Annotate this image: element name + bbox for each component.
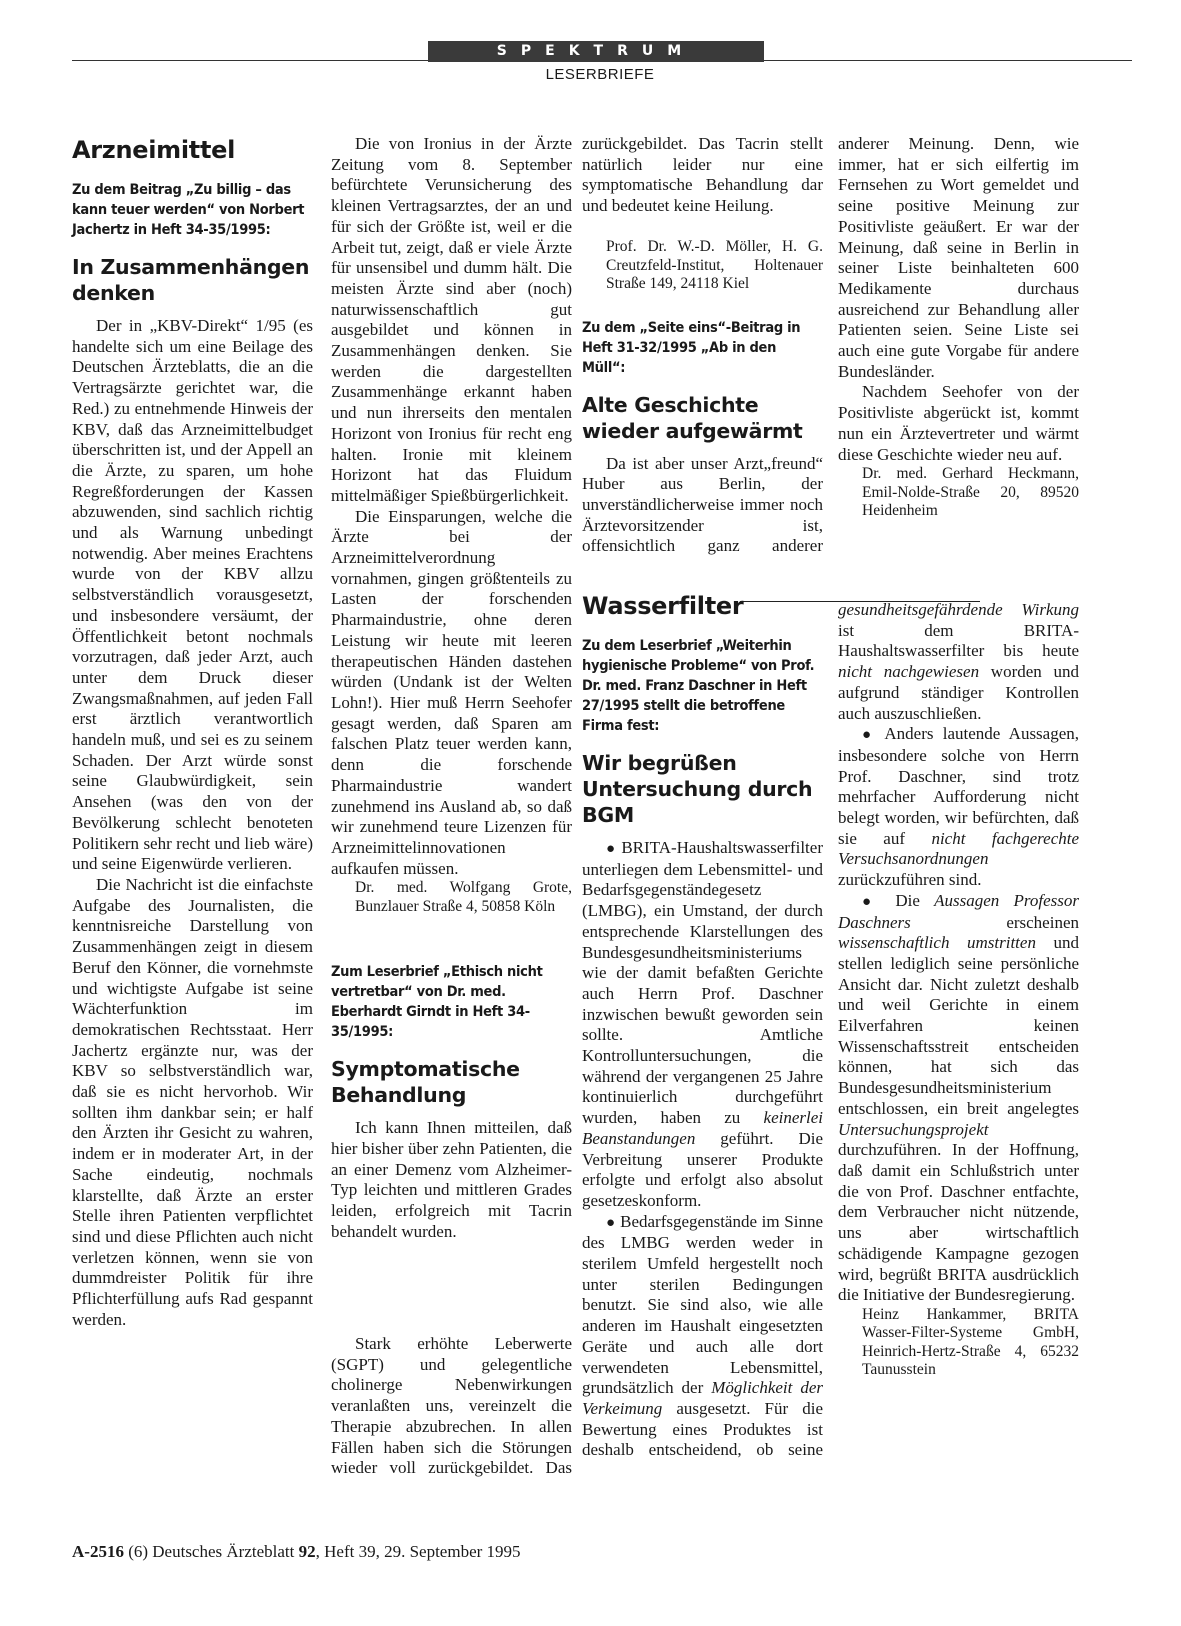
bullet-paragraph: ● BRITA-Haushaltswasserfilter unterliegen dem Lebensmittel- und Bedarfsgegenständegesetz (LMBG), ein Umstand, der durch entsprechende Klarstellungen des Bundesgesundheitsministeriums wie der damit befaßten Gerichte auch Herrn Prof. Daschner inzwischen bewußt geworden sein sollte. Amtliche Kontrolluntersuchungen, die während der vergangenen 25 Jahre kontinuierlich durchgeführt wurden, haben zu keinerlei Beanstandungen geführt. Die Verbreitung unserer Produkte erfolgte und erfolgt also absolut gesetzeskonform. xyxy=(582,838,823,1210)
journal-info: (6) Deutsches Ärzteblatt xyxy=(128,1542,299,1561)
letter-headline: In Zusammenhängen denken xyxy=(72,255,310,305)
letter-paragraph: Die von Ironius in der Ärzte Zeitung vom 8. September befürchtete Verunsicherung des kleinen Vertragsarztes, der an und für sich der Größte ist, weil er die Arbeit tut, zeigt, daß er viele Ärzte für unsensibel und dumm hält. Die meisten Ärzte sind aber (noch) naturwissenschaftlich gut ausgebildet und können in Zusammenhängen denken. Sie werden die dargestellten Zusammenhänge erkannt haben und nun ihrerseits den mentalen Horizont von Ironius für recht eng halten. Ironie mit kleinem Horizont hat das Fluidum mittelmäßiger Spießbürgerlichkeit. xyxy=(331,134,572,505)
letter-reference: Zum Leserbrief „Ethisch nicht vertretbar“ von Dr. med. Eberhardt Girndt in Heft 34-35/1995: xyxy=(331,964,543,1041)
column-3-top xyxy=(582,134,823,558)
bullet-icon: ● xyxy=(862,893,882,910)
letter-paragraph-continued: zurückgebildet. Das Tacrin stellt natürlich leider nur eine symptomatische Behandlung dar und bedeutet keine Heilung. xyxy=(582,134,823,216)
letter-signature: Dr. med. Gerhard Heckmann, Emil-Nolde-Straße 20, 89520 Heidenheim xyxy=(862,465,1079,520)
letter-reference: Zu dem „Seite eins“-Beitrag in Heft 31-32/1995 „Ab in den Müll“: xyxy=(582,319,801,376)
letter-paragraph: Die Nachricht ist die einfachste Aufgabe des Journalisten, die kenntnisreiche Darstellung von Zusammenhängen zeigt in diesem Beruf den Könner, die vornehmste und wichtigste Aufgabe ist seine Wächterfunktion im demokratischen Rechtsstaat. Herr Jachertz ergänzte nur, was der KBV so selbstverständlich war, daß sie es nicht hervorhob. Wir sollten ihm dankbar sein; er half den Ärzten ihr Gesicht zu wahren, indem er in moderater Art, in der Sache eindeutig, nochmals klarstellte, daß Ärzte an erster Stelle ihren Patienten verpflichtet sind und diese Pflichten auch nicht verletzen können, wenn sie von dummdreister Politik für ihre Pflichterfüllung aufs Rad gespannt werden. xyxy=(72,874,313,1329)
letter-headline: Symptomatische Behandlung xyxy=(331,1057,520,1108)
letter-paragraph: Die Einsparungen, welche die Ärzte bei der Arzneimittelverordnung vornahmen, gingen größtenteils zu Lasten der forschenden Pharmaindustrie, ohne deren Leistung wir heute mit leeren therapeutischen Händen dastehen würden (Undank ist der Welten Lohn!). Hier muß Herrn Seehofer gesagt werden, daß Sparen am falschen Platz teuer werden kann, denn die forschende Pharmaindustrie wandert zunehmend ins Ausland ab, so daß wir zunehmend teure Lizenzen für Arzneimittelinnovationen aufkaufen müssen. xyxy=(331,506,572,878)
page-footer xyxy=(72,1542,521,1562)
bullet-icon: ● xyxy=(862,727,877,744)
column-2 xyxy=(331,134,572,1243)
letter-paragraph: Stark erhöhte Leberwerte (SGPT) und gelegentliche cholinerge Nebenwirkungen veranlaßten uns, vereinzelt die Therapie abzubrechen. In allen Fällen haben sich die Störungen wieder voll zurückgebildet. Das xyxy=(331,1334,572,1478)
letter-signature: Dr. med. Wolfgang Grote, Bunzlauer Straße 4, 50858 Köln xyxy=(355,879,572,915)
volume-number: 92 xyxy=(298,1542,316,1561)
letter-reference: Zu dem Leserbrief „Weiterhin hygienische Probleme“ von Prof. Dr. med. Franz Daschner in Heft 27/1995 stellt die betroffene Firma fest: xyxy=(582,638,815,734)
page-number: A-2516 xyxy=(72,1542,124,1561)
letter-paragraph: Da ist aber unser Arzt„freund“ Huber aus Berlin, der unverständlicherweise immer noch Ärztevorsitzender ist, offensichtlich ganz anderer xyxy=(582,453,823,556)
letter-signature: Heinz Hankammer, BRITA Wasser-Filter-Systeme GmbH, Heinrich-Hertz-Straße 4, 65232 Taunusstein xyxy=(862,1305,1079,1379)
bullet-paragraph: ● Die Aussagen Professor Daschners erscheinen wissenschaftlich umstritten und stellen lediglich seine persönliche Ansicht dar. Nicht zuletzt deshalb und weil Gerichte in einem Eilverfahren keinen Wissenschaftsstreit entscheiden können, hat sich das Bundesgesundheitsministerium entschlossen, ein breit angelegtes Untersuchungsprojekt durchzuführen. In der Hoffnung, daß damit ein Schlußstrich unter die von Prof. Daschner entfachte, dem Verbraucher nicht nützende, uns aber wirtschaftlich schädigende Kampagne gezogen wird, begrüßt BRITA ausdrücklich die Initiative der Bundesregierung. xyxy=(838,890,1080,1305)
bullet-paragraph: ● Anders lautende Aussagen, insbesondere solche von Herrn Prof. Daschner, sind trotz mehrfacher Aufforderung nicht belegt worden, wir befürchten, daß sie auf nicht fachgerechte Versuchsanordnungen zurückzuführen sind. xyxy=(838,724,1080,890)
section-title: SPEKTRUM xyxy=(428,41,764,62)
topic-heading: Wasserfilter xyxy=(582,592,744,620)
letter-reference: Zu dem Beitrag „Zu billig – das kann teuer werden“ von Norbert Jachertz in Heft 34-35/1995: xyxy=(72,182,305,238)
topic-heading: Arzneimittel xyxy=(72,136,236,164)
issue-info: , Heft 39, 29. September 1995 xyxy=(315,1542,521,1561)
letter-headline: Wir begrüßen Untersuchung durch BGM xyxy=(582,751,813,827)
column-3-bottom xyxy=(582,592,823,1462)
letter-paragraph-continued: anderer Meinung. Denn, wie immer, hat er sich eilfertig im Fernsehen zu Wort gemeldet und seine positive Meinung zur Positivliste geäußert. Er war der Meinung, daß seine in Berlin in seiner Liste beinhalteten 600 Medikamente durchaus ausreichend zur Behandlung aller Patienten seien. Seine Liste sei auch eine gute Vorgabe für andere Bundesländer. xyxy=(838,134,1079,381)
column-4-bottom xyxy=(838,600,1079,1380)
letter-signature: Prof. Dr. W.-D. Möller, H. G. Creutzfeld-Institut, Holtenauer Straße 149, 24118 Kiel xyxy=(606,238,823,292)
bullet-paragraph: ● Bedarfsgegenstände im Sinne des LMBG werden weder in sterilem Umfeld hergestellt noch unter sterilen Bedingungen benutzt. Sie sind also, wie alle anderen im Haushalt eingesetzten Geräte und auch alle dort verwendeten Lebensmittel, grundsätzlich der Möglichkeit der Verkeimung ausgesetzt. Für die Bewertung eines Produktes ist deshalb entscheidend, ob seine xyxy=(582,1211,823,1460)
bullet-paragraph-continued: gesundheitsgefährdende Wirkung ist dem BRITA-Haushaltswasserfilter bis heute nicht nachgewiesen worden und aufgrund ständiger Kontrollen auch auszuschließen. xyxy=(838,600,1079,723)
letter-paragraph: Ich kann Ihnen mitteilen, daß hier bisher über zehn Patienten, die an einer Demenz vom Alzheimer-Typ leichten und mittleren Grades leiden, erfolgreich mit Tacrin behandelt wurden. xyxy=(331,1118,572,1241)
column-1 xyxy=(72,136,313,1330)
column-2-bottom xyxy=(331,1334,572,1479)
bullet-icon: ● xyxy=(606,1214,616,1231)
letter-paragraph: Nachdem Seehofer von der Positivliste abgerückt ist, kommt nun ein Ärztevertreter und wärmt diese Geschichte wieder neu auf. xyxy=(838,382,1079,464)
letter-headline: Alte Geschichte wieder aufgewärmt xyxy=(582,392,803,443)
bullet-icon: ● xyxy=(606,841,617,857)
section-subtitle: LESERBRIEFE xyxy=(545,66,655,83)
letter-paragraph: Der in „KBV-Direkt“ 1/95 (es handelte sich um eine Beilage des Deutschen Ärzteblatts, die an die Vertragsärzte gerichtet war, die Red.) zu entnehmende Hinweis der KBV, daß das Arzneimittelbudget überschritten ist, und der Appell an die Ärzte, zu sparen, um hohe Regreßforderungen der Kassen abzuwenden, sind sachlich richtig und als Warnung unbedingt notwendig. Aber meines Erachtens wurde von der KBV allzu selbstverständlich vorausgesetzt, und insbesondere versäumt, der Öffentlichkeit betont nochmals vorzutragen, daß jeder Arzt, auch unter dem Druck dieser Zwangsmaßnahmen, auf jeden Fall erst ärztlich verantwortlich handeln muß, und sei es zu seinem Schaden. Der Arzt würde sonst seine Glaubwürdigkeit, sein Ansehen (was den von der Bevölkerung schlecht benoteten Politikern sehr recht und lieb wäre) und seine Eigenwürde verlieren. xyxy=(72,316,313,874)
column-4-top xyxy=(838,134,1079,521)
